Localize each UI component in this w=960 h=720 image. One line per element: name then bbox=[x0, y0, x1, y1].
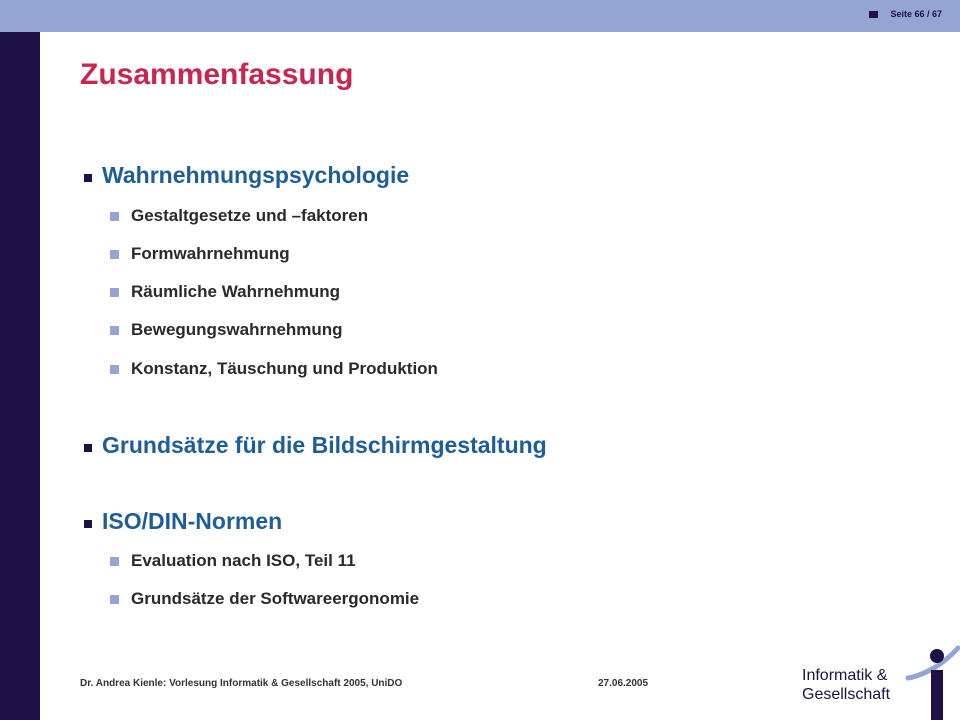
side-bar bbox=[0, 32, 40, 720]
list-item bbox=[110, 206, 368, 226]
square-bullet-icon bbox=[84, 174, 92, 182]
list-item bbox=[110, 551, 356, 571]
square-bullet-icon bbox=[110, 326, 119, 335]
section-heading bbox=[84, 432, 547, 459]
list-item bbox=[110, 244, 290, 264]
square-bullet-icon bbox=[110, 288, 119, 297]
page-indicator bbox=[869, 9, 942, 19]
list-item-text: Räumliche Wahrnehmung bbox=[131, 282, 341, 301]
section-heading bbox=[84, 508, 282, 535]
square-bullet-icon bbox=[110, 365, 119, 374]
list-item bbox=[110, 282, 340, 302]
list-item-text: Formwahrnehmung bbox=[131, 244, 290, 263]
square-bullet-icon bbox=[869, 11, 878, 18]
list-item-text: Evaluation nach ISO, Teil 11 bbox=[131, 551, 356, 570]
square-bullet-icon bbox=[84, 444, 92, 452]
square-bullet-icon bbox=[110, 212, 119, 221]
square-bullet-icon bbox=[110, 595, 119, 604]
informatik-logo-icon bbox=[900, 640, 960, 720]
list-item-text: Grundsätze der Softwareergonomie bbox=[131, 589, 420, 608]
list-item-text: Konstanz, Täuschung und Produktion bbox=[131, 359, 438, 378]
square-bullet-icon bbox=[84, 520, 92, 528]
section-heading-text: ISO/DIN-Normen bbox=[102, 508, 283, 534]
footer-author-course: Dr. Andrea Kienle: Vorlesung Informatik & Gesellschaft 2005, UniDO bbox=[80, 678, 403, 689]
list-item bbox=[110, 589, 419, 609]
square-bullet-icon bbox=[110, 250, 119, 259]
section-heading-text: Wahrnehmungspsychologie bbox=[102, 162, 410, 188]
list-item bbox=[110, 359, 438, 379]
list-item-text: Gestaltgesetze und –faktoren bbox=[131, 206, 369, 225]
brand-label bbox=[802, 666, 890, 704]
list-item bbox=[110, 320, 343, 340]
page-number: Seite 66 / 67 bbox=[890, 9, 942, 19]
brand-line-1: Informatik & bbox=[802, 667, 888, 684]
slide-title: Zusammenfassung bbox=[80, 58, 354, 91]
footer-date: 27.06.2005 bbox=[598, 678, 649, 689]
section-heading-text: Grundsätze für die Bildschirmgestaltung bbox=[102, 432, 547, 458]
list-item-text: Bewegungswahrnehmung bbox=[131, 320, 343, 339]
top-bar bbox=[0, 0, 960, 32]
brand-line-2: Gesellschaft bbox=[802, 686, 891, 703]
section-heading bbox=[84, 162, 409, 189]
square-bullet-icon bbox=[110, 557, 119, 566]
